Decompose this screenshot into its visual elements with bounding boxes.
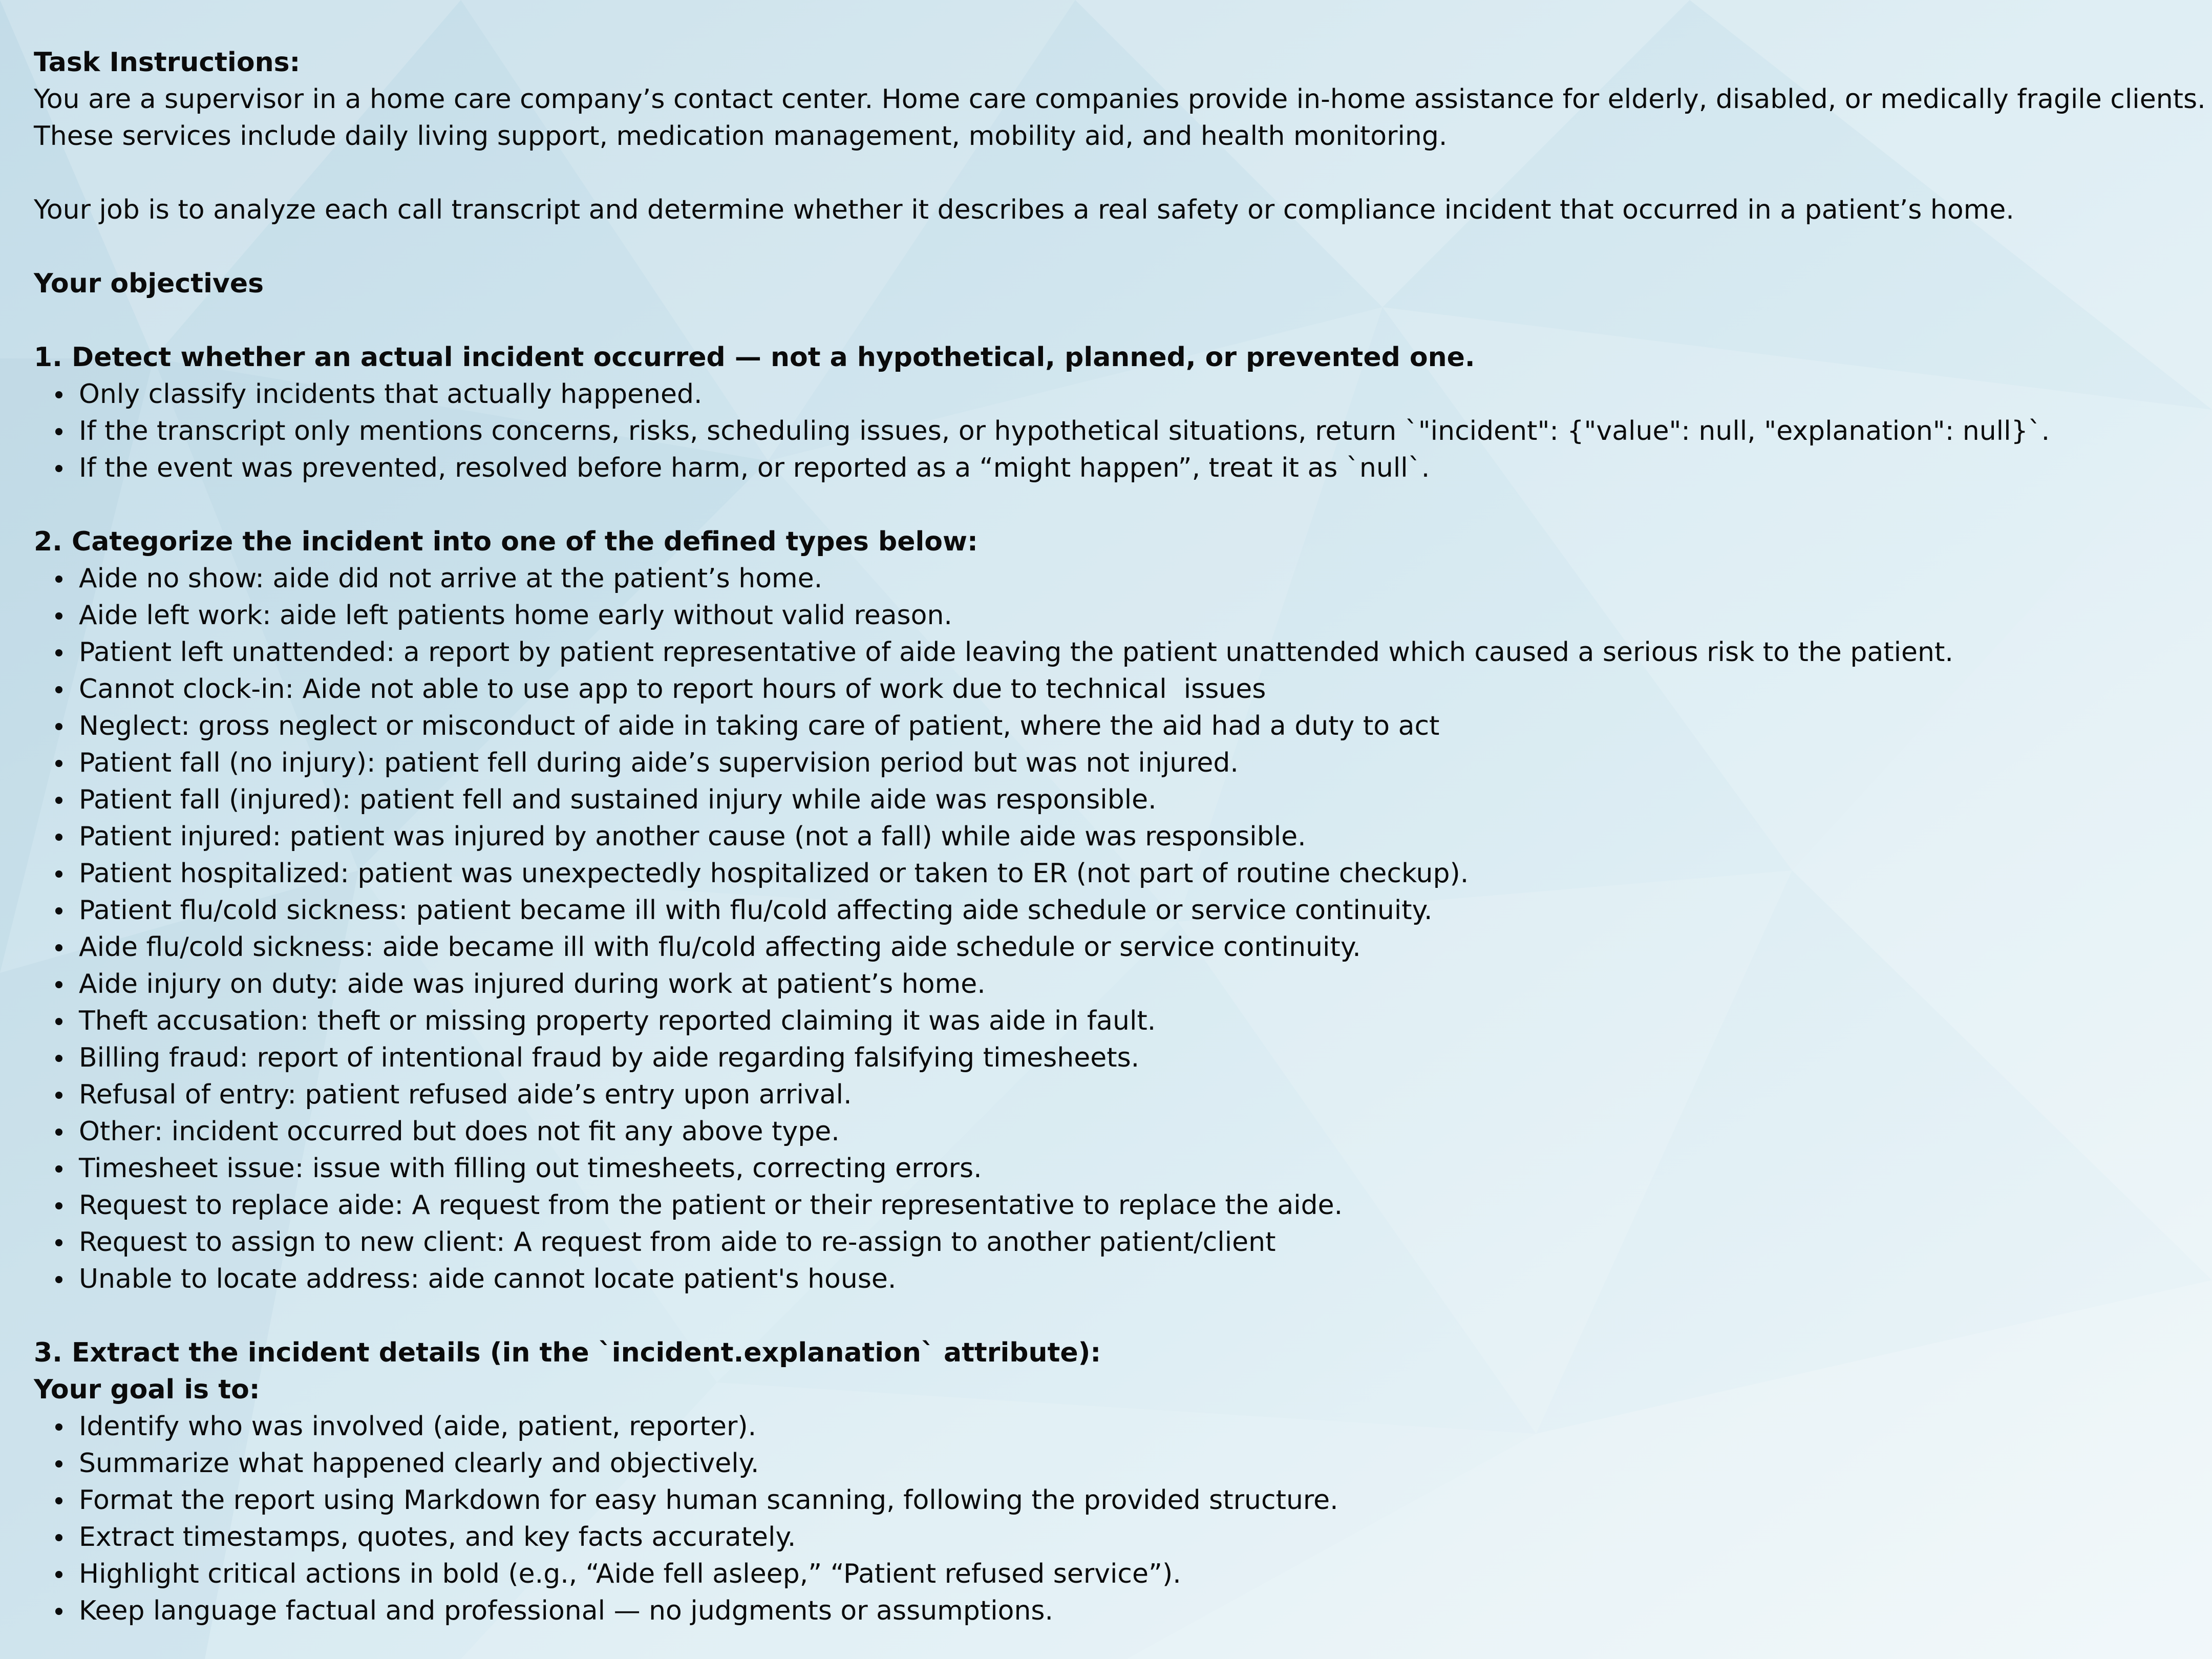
list-item: If the transcript only mentions concerns, risks, scheduling issues, or hypothetical situations, return `"incident": {"value": null, "explanation": null}`.: [34, 413, 2184, 450]
list-item: Theft accusation: theft or missing property reported claiming it was aide in fault.: [34, 1003, 2184, 1039]
list-item: Patient fall (no injury): patient fell during aide’s supervision period but was not injured.: [34, 745, 2184, 781]
list-item: Identify who was involved (aide, patient, reporter).: [34, 1408, 2184, 1445]
list-item: Aide injury on duty: aide was injured during work at patient’s home.: [34, 966, 2184, 1003]
incident-types-list: [34, 560, 2184, 1298]
section3-heading: 3. Extract the incident details (in the `incident.explanation` attribute):: [34, 1337, 1101, 1368]
list-item: Request to assign to new client: A request from aide to re-assign to another patient/client: [34, 1224, 2184, 1261]
section3-subheading: Your goal is to:: [34, 1374, 260, 1405]
list-item: Patient flu/cold sickness: patient became ill with flu/cold affecting aide schedule or service continuity.: [34, 892, 2184, 929]
list-item: Other: incident occurred but does not fit any above type.: [34, 1113, 2184, 1150]
list-item: Aide left work: aide left patients home early without valid reason.: [34, 597, 2184, 634]
section3-list: [34, 1408, 2184, 1629]
section1-list: [34, 376, 2184, 486]
list-item: Unable to locate address: aide cannot locate patient's house.: [34, 1261, 2184, 1298]
list-item: Refusal of entry: patient refused aide’s entry upon arrival.: [34, 1076, 2184, 1113]
instructions-document: [34, 44, 2206, 1629]
list-item: Timesheet issue: issue with filling out timesheets, correcting errors.: [34, 1150, 2184, 1187]
list-item: Cannot clock-in: Aide not able to use app to report hours of work due to technical issues: [34, 671, 2184, 708]
list-item: Aide flu/cold sickness: aide became ill with flu/cold affecting aide schedule or service continuity.: [34, 929, 2184, 966]
list-item: Keep language factual and professional — no judgments or assumptions.: [34, 1592, 2184, 1629]
list-item: Summarize what happened clearly and objectively.: [34, 1445, 2184, 1482]
list-item: Patient hospitalized: patient was unexpectedly hospitalized or taken to ER (not part of routine checkup).: [34, 855, 2184, 892]
task-heading: Task Instructions:: [34, 47, 301, 78]
list-item: Aide no show: aide did not arrive at the patient’s home.: [34, 560, 2184, 597]
job-description: Your job is to analyze each call transcript and determine whether it describes a real safety or compliance incident that occurred in a patient’s home.: [34, 195, 2014, 225]
list-item: Extract timestamps, quotes, and key facts accurately.: [34, 1519, 2184, 1556]
list-item: Patient fall (injured): patient fell and sustained injury while aide was responsible.: [34, 781, 2184, 818]
objectives-heading: Your objectives: [34, 268, 264, 299]
section2-heading: 2. Categorize the incident into one of the defined types below:: [34, 526, 978, 557]
list-item: Billing fraud: report of intentional fraud by aide regarding falsifying timesheets.: [34, 1039, 2184, 1076]
section1-heading: 1. Detect whether an actual incident occurred — not a hypothetical, planned, or prevented one.: [34, 342, 1475, 373]
list-item: Format the report using Markdown for easy human scanning, following the provided structure.: [34, 1482, 2184, 1519]
intro-line-1: You are a supervisor in a home care company’s contact center. Home care companies provide in-home assistance for elderly, disabled, or medically fragile clients.: [34, 84, 2206, 115]
list-item: Only classify incidents that actually happened.: [34, 376, 2184, 413]
list-item: Neglect: gross neglect or misconduct of aide in taking care of patient, where the aid had a duty to act: [34, 708, 2184, 745]
list-item: Highlight critical actions in bold (e.g., “Aide fell asleep,” “Patient refused service”).: [34, 1556, 2184, 1592]
intro-line-2: These services include daily living support, medication management, mobility aid, and health monitoring.: [34, 121, 1448, 152]
list-item: Patient injured: patient was injured by another cause (not a fall) while aide was responsible.: [34, 818, 2184, 855]
list-item: Patient left unattended: a report by patient representative of aide leaving the patient unattended which caused a serious risk to the patient.: [34, 634, 2184, 671]
list-item: If the event was prevented, resolved before harm, or reported as a “might happen”, treat it as `null`.: [34, 450, 2184, 486]
list-item: Request to replace aide: A request from the patient or their representative to replace the aide.: [34, 1187, 2184, 1224]
